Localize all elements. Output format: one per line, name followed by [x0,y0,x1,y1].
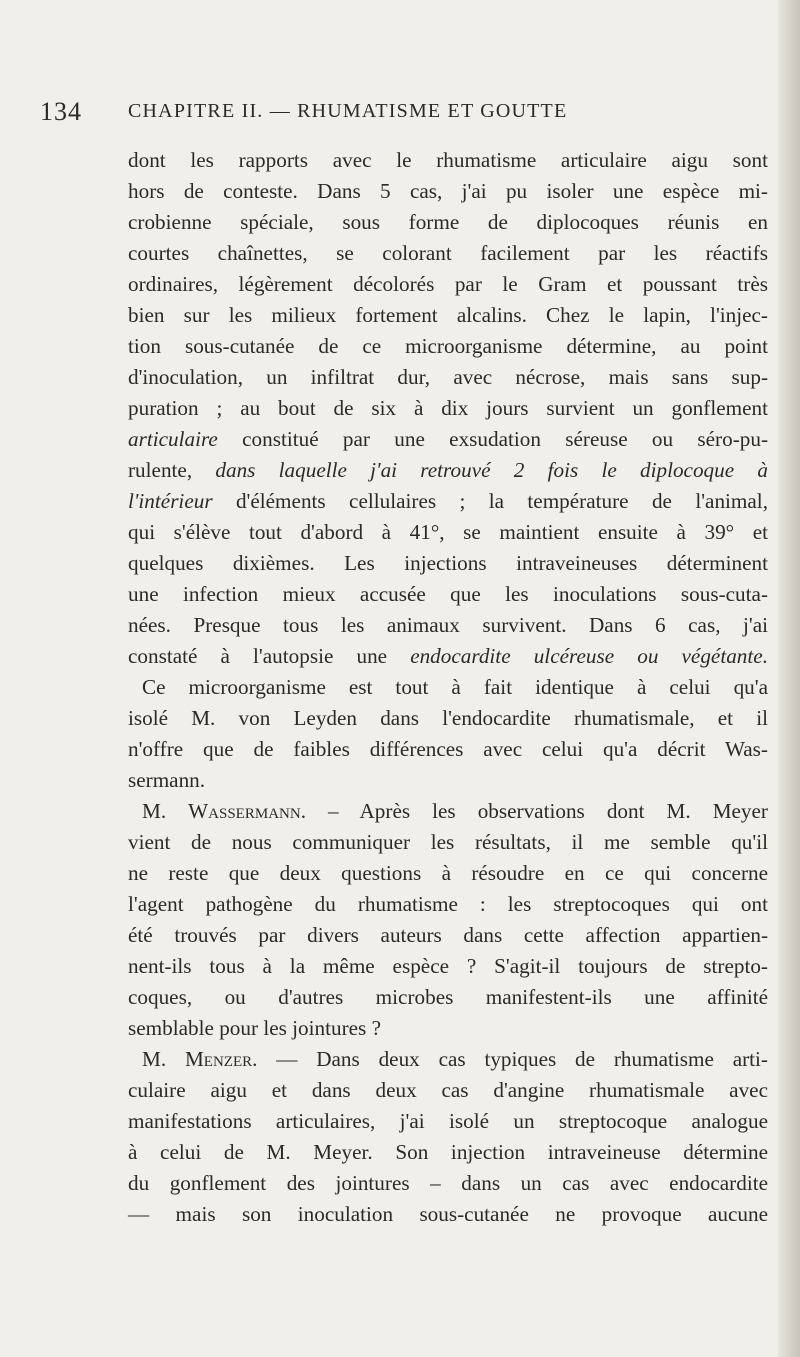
text-line: été trouvés par divers auteurs dans cette affection appartien- [128,923,768,947]
text-line: quelques dixièmes. Les injections intraveineuses déterminent [128,551,768,575]
page-number: 134 [40,97,82,126]
text-line: à celui de M. Meyer. Son injection intraveineuse détermine [128,1140,768,1164]
text-line: qui s'élève tout d'abord à 41°, se maintient ensuite à 39° et [128,520,768,544]
italic-phrase: dans laquelle j'ai retrouvé 2 fois le diplocoque à [215,458,768,482]
text-line: vient de nous communiquer les résultats, il me semble qu'il [128,830,768,854]
text-line: Ce microorganisme est tout à fait identique à celui qu'a [142,675,768,699]
text-line: d'inoculation, un infiltrat dur, avec nécrose, mais sans sup- [128,365,768,389]
text-line: courtes chaînettes, se colorant facilement par les réactifs [128,241,768,265]
text-line: ordinaires, légèrement décolorés par le Gram et poussant très [128,272,768,296]
body-text [128,145,768,1230]
text-line: hors de conteste. Dans 5 cas, j'ai pu isoler une espèce mi- [128,179,768,203]
text-line: n'offre que de faibles différences avec celui qu'a décrit Was- [128,737,768,761]
speaker-name: Menzer [184,1047,253,1071]
text-line: — mais son inoculation sous-cutanée ne provoque aucune [128,1202,768,1226]
italic-phrase: endocardite ulcéreuse ou végétante. [410,644,768,668]
text-line: rulente, dans laquelle j'ai retrouvé 2 fois le diplocoque à [128,458,768,482]
text-line: crobienne spéciale, sous forme de diplocoques réunis en [128,210,768,234]
speaker-line: M. Wassermann. – Après les observations dont M. Meyer [142,799,768,823]
italic-phrase: l'intérieur [128,489,213,513]
text-line: manifestations articulaires, j'ai isolé un streptocoque analogue [128,1109,768,1133]
text-line: puration ; au bout de six à dix jours survient un gonflement [128,396,768,420]
text-line: semblable pour les jointures ? [128,1016,382,1040]
text-line: l'agent pathogène du rhumatisme : les streptocoques qui ont [128,892,768,916]
text-line: isolé M. von Leyden dans l'endocardite rhumatismale, et il [128,706,768,730]
running-title: CHAPITRE II. — RHUMATISME ET GOUTTE [128,100,568,122]
text-line: nées. Presque tous les animaux survivent. Dans 6 cas, j'ai [128,613,768,637]
page-edge-shadow [778,0,800,1357]
text-line: nent-ils tous à la même espèce ? S'agit-il toujours de strepto- [128,954,768,978]
text-line: culaire aigu et dans deux cas d'angine rhumatismale avec [128,1078,768,1102]
text-line: constaté à l'autopsie une endocardite ulcéreuse ou végétante. [128,644,768,668]
text-line: ne reste que deux questions à résoudre en ce qui concerne [128,861,768,885]
text-line: sermann. [128,768,206,792]
text-line: tion sous-cutanée de ce microorganisme détermine, au point [128,334,768,358]
speaker-line: M. Menzer. — Dans deux cas typiques de rhumatisme arti- [142,1047,768,1071]
text-line: coques, ou d'autres microbes manifestent-ils une affinité [128,985,768,1009]
text-line: bien sur les milieux fortement alcalins. Chez le lapin, l'injec- [128,303,768,327]
text-line: articulaire constitué par une exsudation séreuse ou séro-pu- [128,427,768,451]
text-line: du gonflement des jointures – dans un cas avec endocardite [128,1171,768,1195]
page-header [40,97,780,137]
speaker-name: Wassermann [188,799,301,823]
text-line: dont les rapports avec le rhumatisme articulaire aigu sont [128,148,768,172]
text-line: une infection mieux accusée que les inoculations sous-cuta- [128,582,768,606]
italic-phrase: articulaire [128,427,218,451]
text-line: l'intérieur d'éléments cellulaires ; la température de l'animal, [128,489,768,513]
